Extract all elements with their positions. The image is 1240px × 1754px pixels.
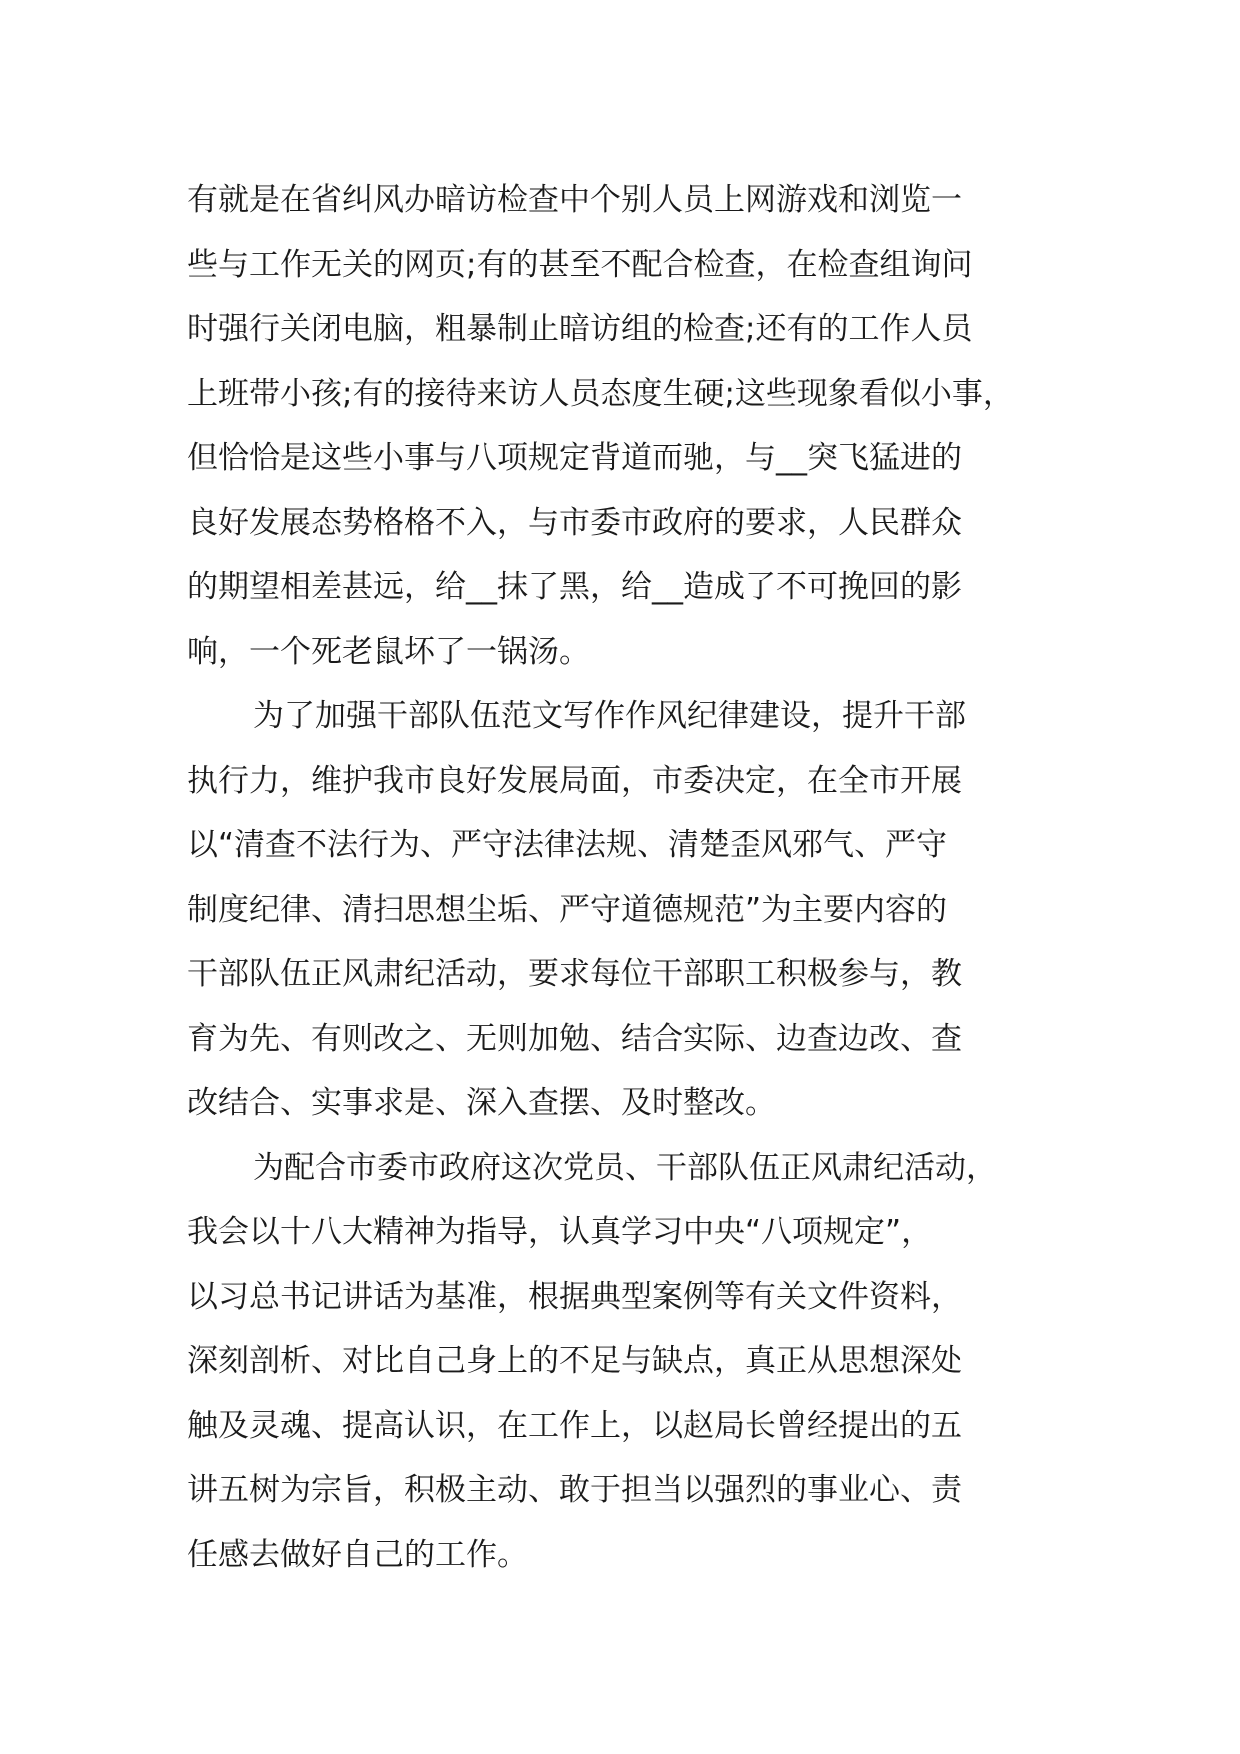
text-line: 以“清查不法行为、严守法律法规、清楚歪风邪气、严守: [187, 827, 948, 863]
text-line: 任感去做好自己的工作。: [187, 1536, 528, 1573]
text-line: 育为先、有则改之、无则加勉、结合实际、边查边改、查: [187, 1020, 962, 1057]
text-line: 但恰恰是这些小事与八项规定背道而驰，与__突飞猛进的: [187, 440, 962, 476]
body-text: [187, 168, 1087, 1587]
text-line: 我会以十八大精神为指导，认真学习中央“八项规定”，: [187, 1214, 933, 1250]
text-line: 触及灵魂、提高认识，在工作上，以赵局长曾经提出的五: [187, 1407, 962, 1444]
text-line: 有就是在省纠风办暗访检查中个别人员上网游戏和浏览一: [187, 182, 962, 218]
text-line: 制度纪律、清扫思想尘垢、严守道德规范”为主要内容的: [187, 891, 948, 928]
paragraph-start-line: 为配合市委市政府这次党员、干部队伍正风肃纪活动，: [253, 1149, 997, 1186]
text-line: 的期望相差甚远，给__抹了黑，给__造成了不可挽回的影: [187, 569, 962, 605]
text-line: 讲五树为宗旨，积极主动、敢于担当以强烈的事业心、责: [187, 1472, 962, 1508]
text-line: 执行力，维护我市良好发展局面，市委决定，在全市开展: [187, 762, 962, 799]
text-line: 深刻剖析、对比自己身上的不足与缺点，真正从思想深处: [187, 1343, 962, 1379]
text-line: 以习总书记讲话为基准，根据典型案例等有关文件资料，: [187, 1278, 962, 1315]
text-line: 干部队伍正风肃纪活动，要求每位干部职工积极参与，教: [187, 956, 962, 992]
text-line: 时强行关闭电脑，粗暴制止暗访组的检查;还有的工作人员: [187, 311, 973, 347]
paragraph-start-line: 为了加强干部队伍范文写作作风纪律建设，提升干部: [253, 698, 966, 734]
text-line: 上班带小孩;有的接待来访人员态度生硬;这些现象看似小事，: [187, 375, 1014, 412]
text-line: 改结合、实事求是、深入查摆、及时整改。: [187, 1085, 776, 1121]
text-line: 些与工作无关的网页;有的甚至不配合检查，在检查组询问: [187, 246, 973, 283]
text-line: 良好发展态势格格不入，与市委市政府的要求，人民群众: [187, 504, 962, 541]
text-line: 响，一个死老鼠坏了一锅汤。: [187, 633, 590, 670]
